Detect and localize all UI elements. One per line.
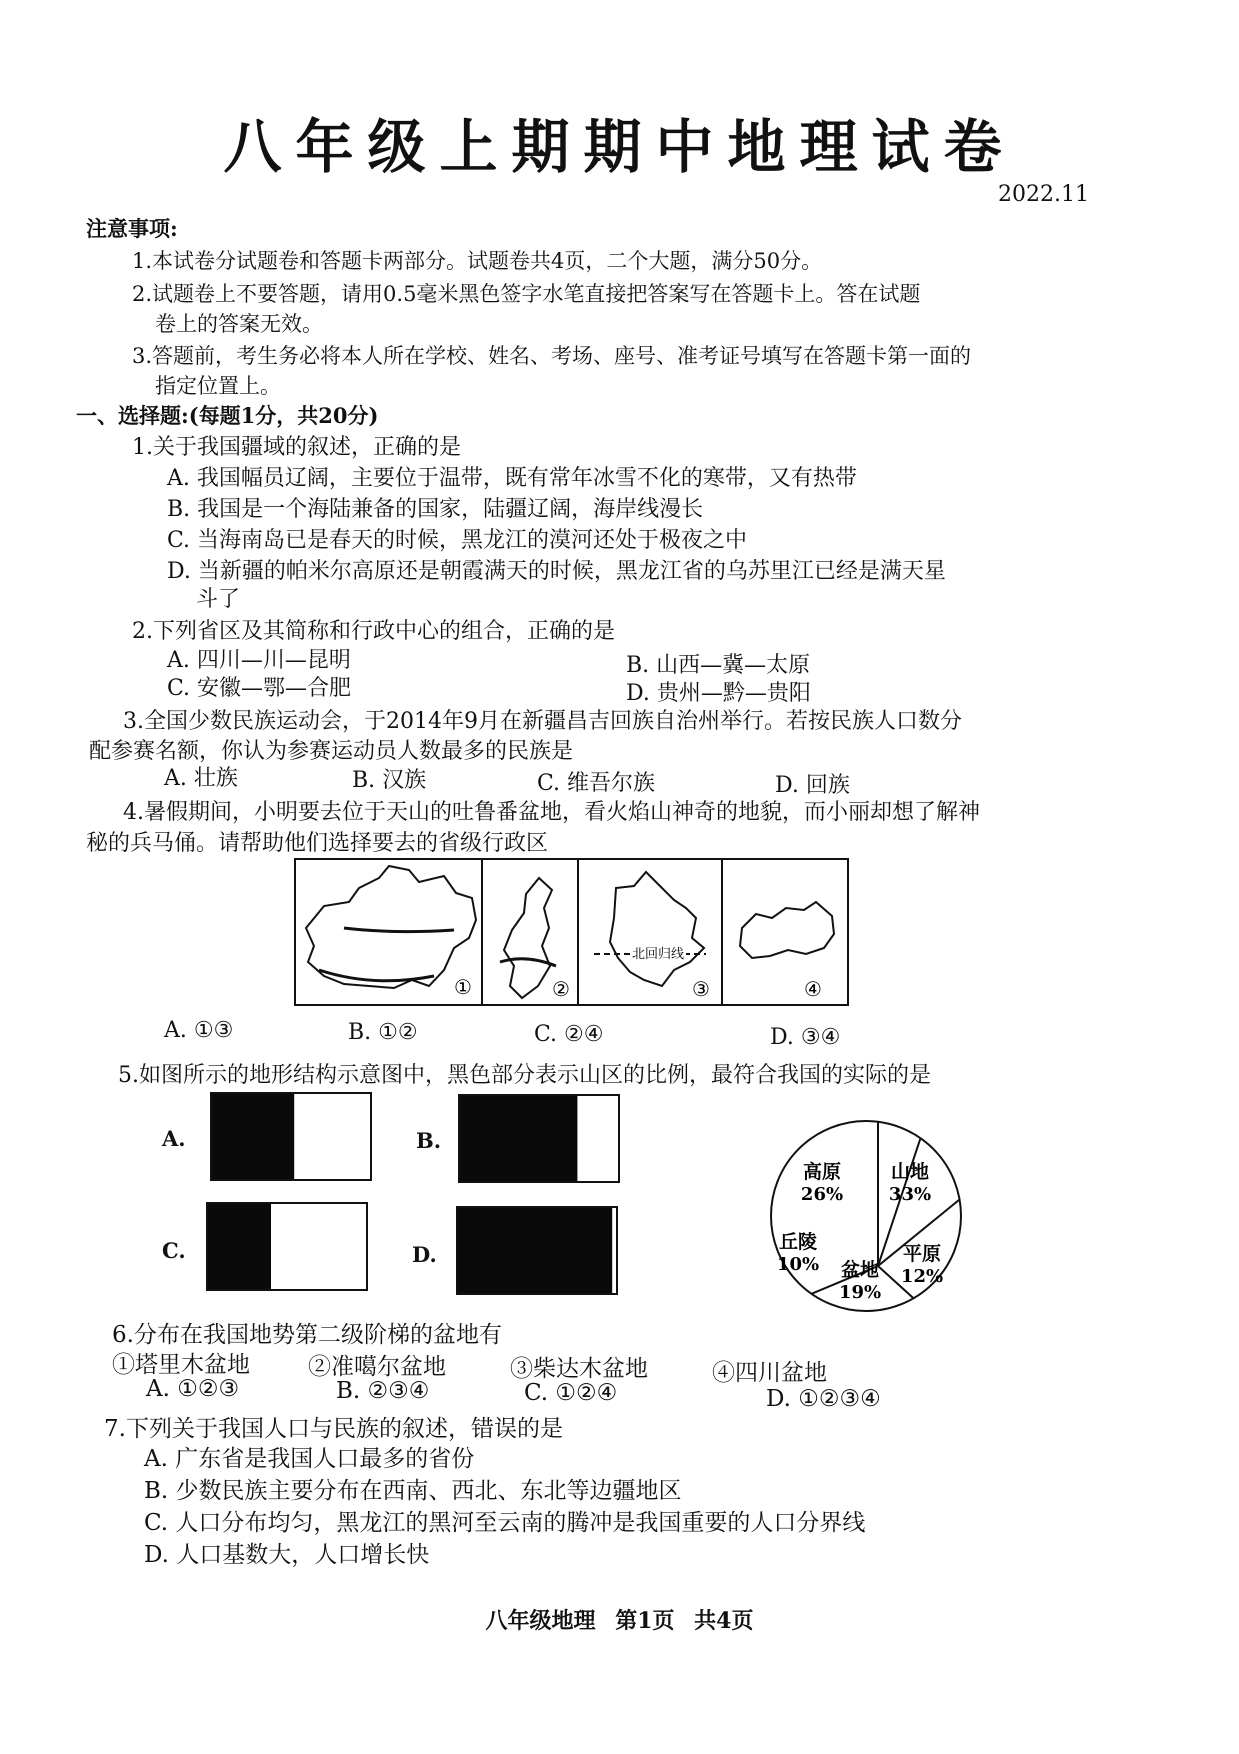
q4-province-maps <box>294 858 849 1006</box>
pie-slice-percent: 12% <box>900 1266 944 1287</box>
pie-slice-name: 高原 <box>802 1161 842 1183</box>
note-3-cont: 指定位置上。 <box>155 374 281 398</box>
q6-option-a: A. ①②③ <box>146 1376 240 1402</box>
pie-slice-percent: 33% <box>888 1184 932 1205</box>
note-3: 3.答题前，考生务必将本人所在学校、姓名、考场、座号、准考证号填写在答题卡第一面的 <box>132 344 972 368</box>
q6-stem: 6.分布在我国地势第二级阶梯的盆地有 <box>112 1322 502 1348</box>
exam-date: 2022.11 <box>998 182 1089 207</box>
q4-option-d: D. ③④ <box>770 1025 841 1050</box>
q3-option-c: C. 维吾尔族 <box>537 771 656 796</box>
q7-option-d: D. 人口基数大，人口增长快 <box>144 1542 430 1568</box>
pie-slice-name: 平原 <box>902 1243 942 1265</box>
map-4-label: ④ <box>804 977 822 1001</box>
note-2: 2.试题卷上不要答题，请用0.5毫米黑色签字水笔直接把答案写在答题卡上。答在试题 <box>132 282 921 306</box>
q4-stem: 4.暑假期间，小明要去位于天山的吐鲁番盆地，看火焰山神奇的地貌，而小丽却想了解神 <box>123 800 980 825</box>
q7-option-b: B. 少数民族主要分布在西南、西北、东北等边疆地区 <box>144 1478 682 1504</box>
pie-slice-name: 山地 <box>890 1161 930 1183</box>
q5-bar-d-label: D. <box>412 1242 437 1267</box>
q6-option-d: D. ①②③④ <box>766 1386 881 1412</box>
map-4-outline <box>740 902 834 958</box>
map-1-label: ① <box>454 975 472 999</box>
bar-black-portion <box>211 1093 294 1180</box>
q7-stem: 7.下列关于我国人口与民族的叙述，错误的是 <box>104 1416 563 1442</box>
map-3-label: ③ <box>692 977 710 1001</box>
q1-option-d-cont: 斗了 <box>196 587 241 612</box>
pie-slice-name: 盆地 <box>840 1259 880 1281</box>
q7-option-a: A. 广东省是我国人口最多的省份 <box>144 1446 475 1472</box>
q1-option-d: D. 当新疆的帕米尔高原还是朝霞满天的时候，黑龙江省的乌苏里江已经是满天星 <box>167 559 946 584</box>
page-footer: 八年级地理 第1页 共4页 <box>485 1608 754 1634</box>
map-1-mountain-line <box>344 928 454 932</box>
q5-bar-a-label: A. <box>162 1126 186 1151</box>
q5-bar-b <box>458 1094 620 1183</box>
q5-stem: 5.如图所示的地形结构示意图中，黑色部分表示山区的比例，最符合我国的实际的是 <box>118 1063 931 1088</box>
q6-option-c: C. ①②④ <box>524 1380 618 1406</box>
section-1-heading: 一、选择题:(每题1分，共20分) <box>76 403 379 428</box>
q6-option-b: B. ②③④ <box>336 1378 430 1404</box>
q5-bar-b-label: B. <box>416 1128 442 1153</box>
map-2-outline <box>504 878 552 998</box>
q2-option-a: A. 四川—川—昆明 <box>167 648 351 673</box>
q5-bar-c-label: C. <box>162 1238 186 1263</box>
q1-stem: 1.关于我国疆域的叙述，正确的是 <box>132 435 461 460</box>
q2-option-b: B. 山西—冀—太原 <box>626 653 811 678</box>
q4-option-c: C. ②④ <box>534 1022 604 1047</box>
note-2-cont: 卷上的答案无效。 <box>155 312 323 336</box>
q1-option-c: C. 当海南岛已是春天的时候，黑龙江的漠河还处于极夜之中 <box>167 528 748 553</box>
q6-item-3: ③柴达木盆地 <box>510 1356 648 1382</box>
pie-slice-percent: 10% <box>776 1254 820 1275</box>
bar-black-portion <box>457 1207 612 1294</box>
note-1: 1.本试卷分试题卷和答题卡两部分。试题卷共4页，二个大题，满分50分。 <box>132 249 823 273</box>
pie-slice-percent: 26% <box>800 1184 844 1205</box>
q2-option-c: C. 安徽—鄂—合肥 <box>167 676 352 701</box>
q1-option-a: A. 我国幅员辽阔，主要位于温带，既有常年冰雪不化的寒带，又有热带 <box>167 466 857 491</box>
q6-item-2: ②准噶尔盆地 <box>308 1354 446 1380</box>
notes-heading: 注意事项: <box>86 216 178 241</box>
map-2-label: ② <box>552 977 570 1001</box>
q3-option-d: D. 回族 <box>775 773 850 798</box>
pie-slice-percent: 19% <box>838 1282 882 1303</box>
q3-option-b: B. 汉族 <box>352 768 427 793</box>
q5-terrain-pie-chart <box>760 1118 980 1318</box>
page-title: 八年级上期期中地理试卷 <box>223 113 1016 181</box>
q5-bar-c <box>206 1202 368 1291</box>
bar-black-portion <box>459 1095 577 1182</box>
pie-slice-name: 丘陵 <box>778 1231 818 1253</box>
map-3-tropic-label: 北回归线 <box>632 947 685 962</box>
q2-option-d: D. 贵州—黔—贵阳 <box>626 681 811 706</box>
map-1-outline <box>306 866 476 988</box>
q2-stem: 2.下列省区及其简称和行政中心的组合，正确的是 <box>132 619 615 644</box>
q1-option-b: B. 我国是一个海陆兼备的国家，陆疆辽阔，海岸线漫长 <box>167 497 704 522</box>
map-3-outline <box>610 872 704 986</box>
q4-option-a: A. ①③ <box>164 1018 234 1043</box>
q4-stem-cont: 秘的兵马俑。请帮助他们选择要去的省级行政区 <box>86 831 549 856</box>
q5-bar-d <box>456 1206 618 1295</box>
q3-stem-cont: 配参赛名额，你认为参赛运动员人数最多的民族是 <box>89 739 574 764</box>
q7-option-c: C. 人口分布均匀，黑龙江的黑河至云南的腾冲是我国重要的人口分界线 <box>144 1510 866 1536</box>
q3-option-a: A. 壮族 <box>164 766 238 791</box>
q5-bar-a <box>210 1092 372 1181</box>
map-1-mountain-line-2 <box>319 970 434 981</box>
q6-item-1: ①塔里木盆地 <box>112 1352 250 1378</box>
q4-option-b: B. ①② <box>348 1020 418 1045</box>
q3-stem: 3.全国少数民族运动会，于2014年9月在新疆昌吉回族自治州举行。若按民族人口数分 <box>123 709 962 734</box>
bar-black-portion <box>207 1203 271 1290</box>
q6-item-4: ④四川盆地 <box>712 1360 827 1386</box>
